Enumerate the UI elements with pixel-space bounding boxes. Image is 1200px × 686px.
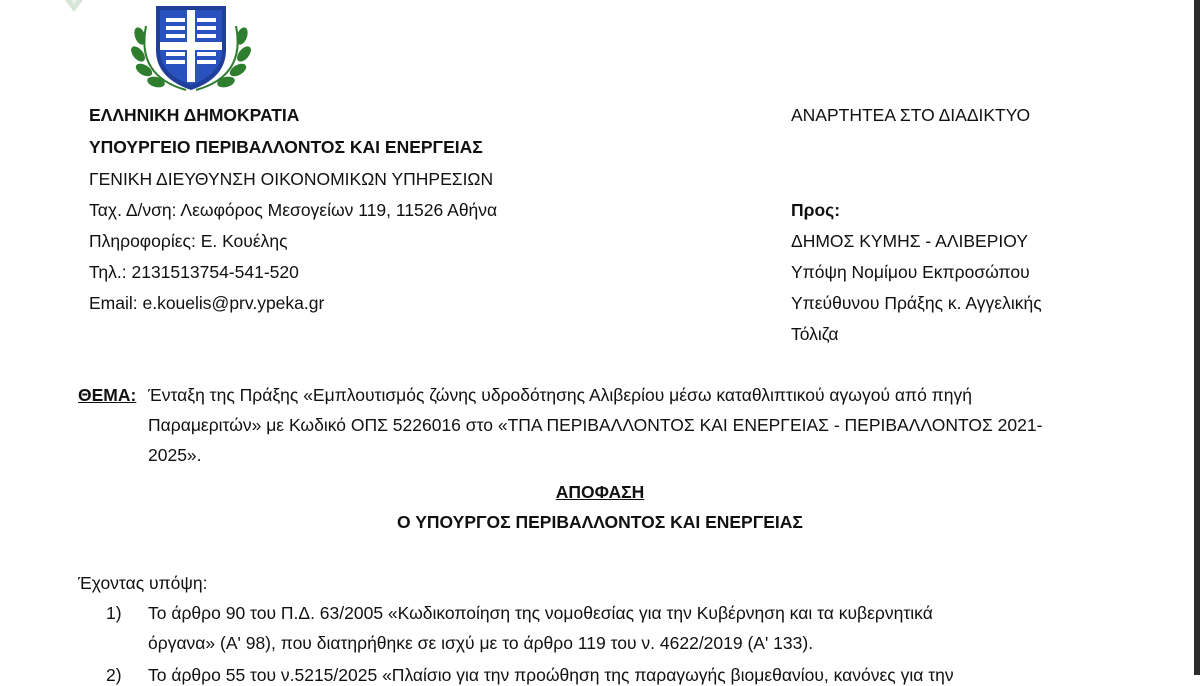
sender-info: Πληροφορίες: Ε. Κουέλης — [89, 231, 288, 251]
considering-intro: Έχοντας υπόψη: — [78, 573, 208, 593]
list-item-line: Το άρθρο 90 του Π.Δ. 63/2005 «Κωδικοποίηση της νομοθεσίας για την Κυβέρνηση και τα κυβερνητικά — [148, 603, 933, 623]
subject-line-3: 2025». — [148, 445, 202, 465]
sender-phone: Τηλ.: 2131513754-541-520 — [89, 262, 299, 282]
list-item-number: 1) — [106, 603, 122, 623]
subject-line-1: Ένταξη της Πράξης «Εμπλουτισμός ζώνης υδροδότησης Αλιβερίου μέσω καταθλιπτικού αγωγού από πηγή — [148, 385, 972, 405]
greek-coat-of-arms-icon — [126, 0, 256, 96]
sender-email: Email: e.kouelis@prv.ypeka.gr — [89, 293, 325, 313]
sender-address: Ταχ. Δ/νση: Λεωφόρος Μεσογείων 119, 11526 Αθήνα — [89, 200, 498, 220]
decision-issuer: Ο ΥΠΟΥΡΓΟΣ ΠΕΡΙΒΑΛΛΟΝΤΟΣ ΚΑΙ ΕΝΕΡΓΕΙΑΣ — [397, 512, 803, 532]
sender-ministry: ΥΠΟΥΡΓΕΙΟ ΠΕΡΙΒΑΛΛΟΝΤΟΣ ΚΑΙ ΕΝΕΡΓΕΙΑΣ — [89, 137, 483, 157]
sender-directorate: ΓΕΝΙΚΗ ΔΙΕΥΘΥΝΣΗ ΟΙΚΟΝΟΜΙΚΩΝ ΥΠΗΡΕΣΙΩΝ — [89, 169, 494, 189]
list-item-line: Το άρθρο 55 του ν.5215/2025 «Πλαίσιο για την προώθηση της παραγωγής βιομεθανίου, κανόνες για την — [148, 665, 954, 685]
recipient-line-1: ΔΗΜΟΣ ΚΥΜΗΣ - ΑΛΙΒΕΡΙΟΥ — [791, 231, 1028, 251]
page-edge — [1194, 0, 1200, 675]
recipient-label: Προς: — [791, 200, 841, 220]
decision-heading: ΑΠΟΦΑΣΗ — [555, 482, 645, 502]
sender-country: ΕΛΛΗΝΙΚΗ ΔΗΜΟΚΡΑΤΙΑ — [89, 105, 300, 125]
recipient-line-2: Υπόψη Νομίμου Εκπροσώπου — [791, 262, 1030, 282]
posting-note: ΑΝΑΡΤΗΤΕΑ ΣΤΟ ΔΙΑΔΙΚΤΥΟ — [791, 105, 1031, 125]
corner-mark-icon — [60, 0, 90, 18]
list-item-line: όργανα» (Α' 98), που διατηρήθηκε σε ισχύ με το άρθρο 119 του ν. 4622/2019 (Α' 133). — [148, 633, 814, 653]
recipient-line-4: Τόλιζα — [791, 324, 839, 344]
subject-label: ΘΕΜΑ: — [78, 385, 137, 405]
list-item-number: 2) — [106, 665, 122, 685]
subject-line-2: Παραμεριτών» με Κωδικό ΟΠΣ 5226016 στο «ΤΠΑ ΠΕΡΙΒΑΛΛΟΝΤΟΣ ΚΑΙ ΕΝΕΡΓΕΙΑΣ - ΠΕΡΙΒΑΛΛΟΝΤΟΣ 2021- — [148, 415, 1043, 435]
recipient-line-3: Υπεύθυνου Πράξης κ. Αγγελικής — [791, 293, 1042, 313]
